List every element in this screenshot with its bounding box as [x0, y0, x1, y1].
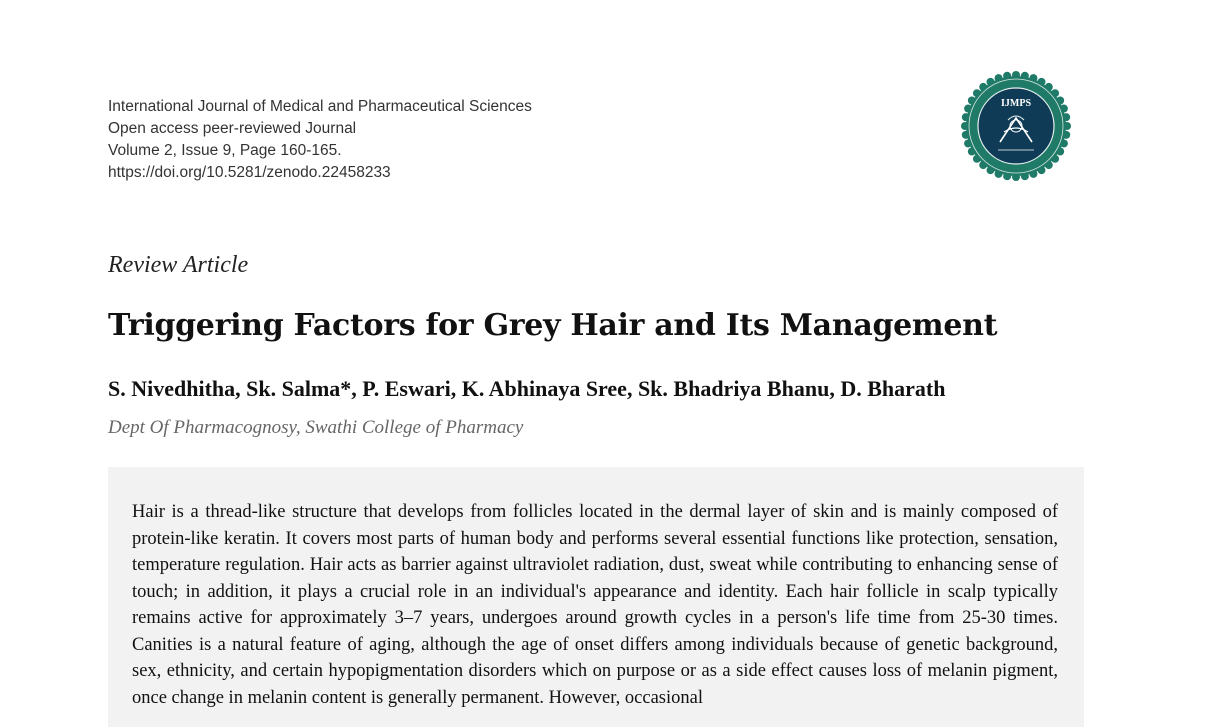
page-title: Triggering Factors for Grey Hair and Its Management [108, 308, 998, 343]
volume-info: Volume 2, Issue 9, Page 160-165. [108, 142, 342, 159]
abstract-box [108, 467, 1084, 727]
doi-link[interactable]: https://doi.org/10.5281/zenodo.22458233 [108, 164, 391, 181]
seal-text: IJMPS [1001, 98, 1031, 109]
seal-icon [960, 70, 1072, 182]
abstract-text: Hair is a thread-like structure that develops from follicles located in the dermal layer of skin and is mainly composed of protein-like keratin. It covers most parts of human body and performs several essential functions like protection, sensation, temperature regulation. Hair acts as barrier against ultraviolet radiation, dust, sweat while contributing to enhancing sense of touch; in addition, it plays a crucial role in an individual's appearance and identity. Each hair follicle in scalp typically remains active for approximately 3–7 years, undergoes around growth cycles in a person's life time from 25-30 times. Canities is a natural feature of aging, although the age of onset differs among individuals because of genetic background, sex, ethnicity, and certain hypopigmentation disorders which on purpose or as a side effect causes loss of melanin pigment, once change in melanin content is generally permanent. However, occasional [132, 502, 1058, 708]
affiliation: Dept Of Pharmacognosy, Swathi College of Pharmacy [108, 417, 524, 438]
journal-info [108, 96, 532, 184]
author-list: S. Nivedhitha, Sk. Salma*, P. Eswari, K. Abhinaya Sree, Sk. Bhadriya Bhanu, D. Bharath [108, 376, 946, 401]
article-type: Review Article [108, 252, 249, 278]
journal-seal-logo [960, 70, 1072, 182]
journal-type: Open access peer-reviewed Journal [108, 120, 357, 137]
journal-name: International Journal of Medical and Pharmaceutical Sciences [108, 98, 532, 115]
